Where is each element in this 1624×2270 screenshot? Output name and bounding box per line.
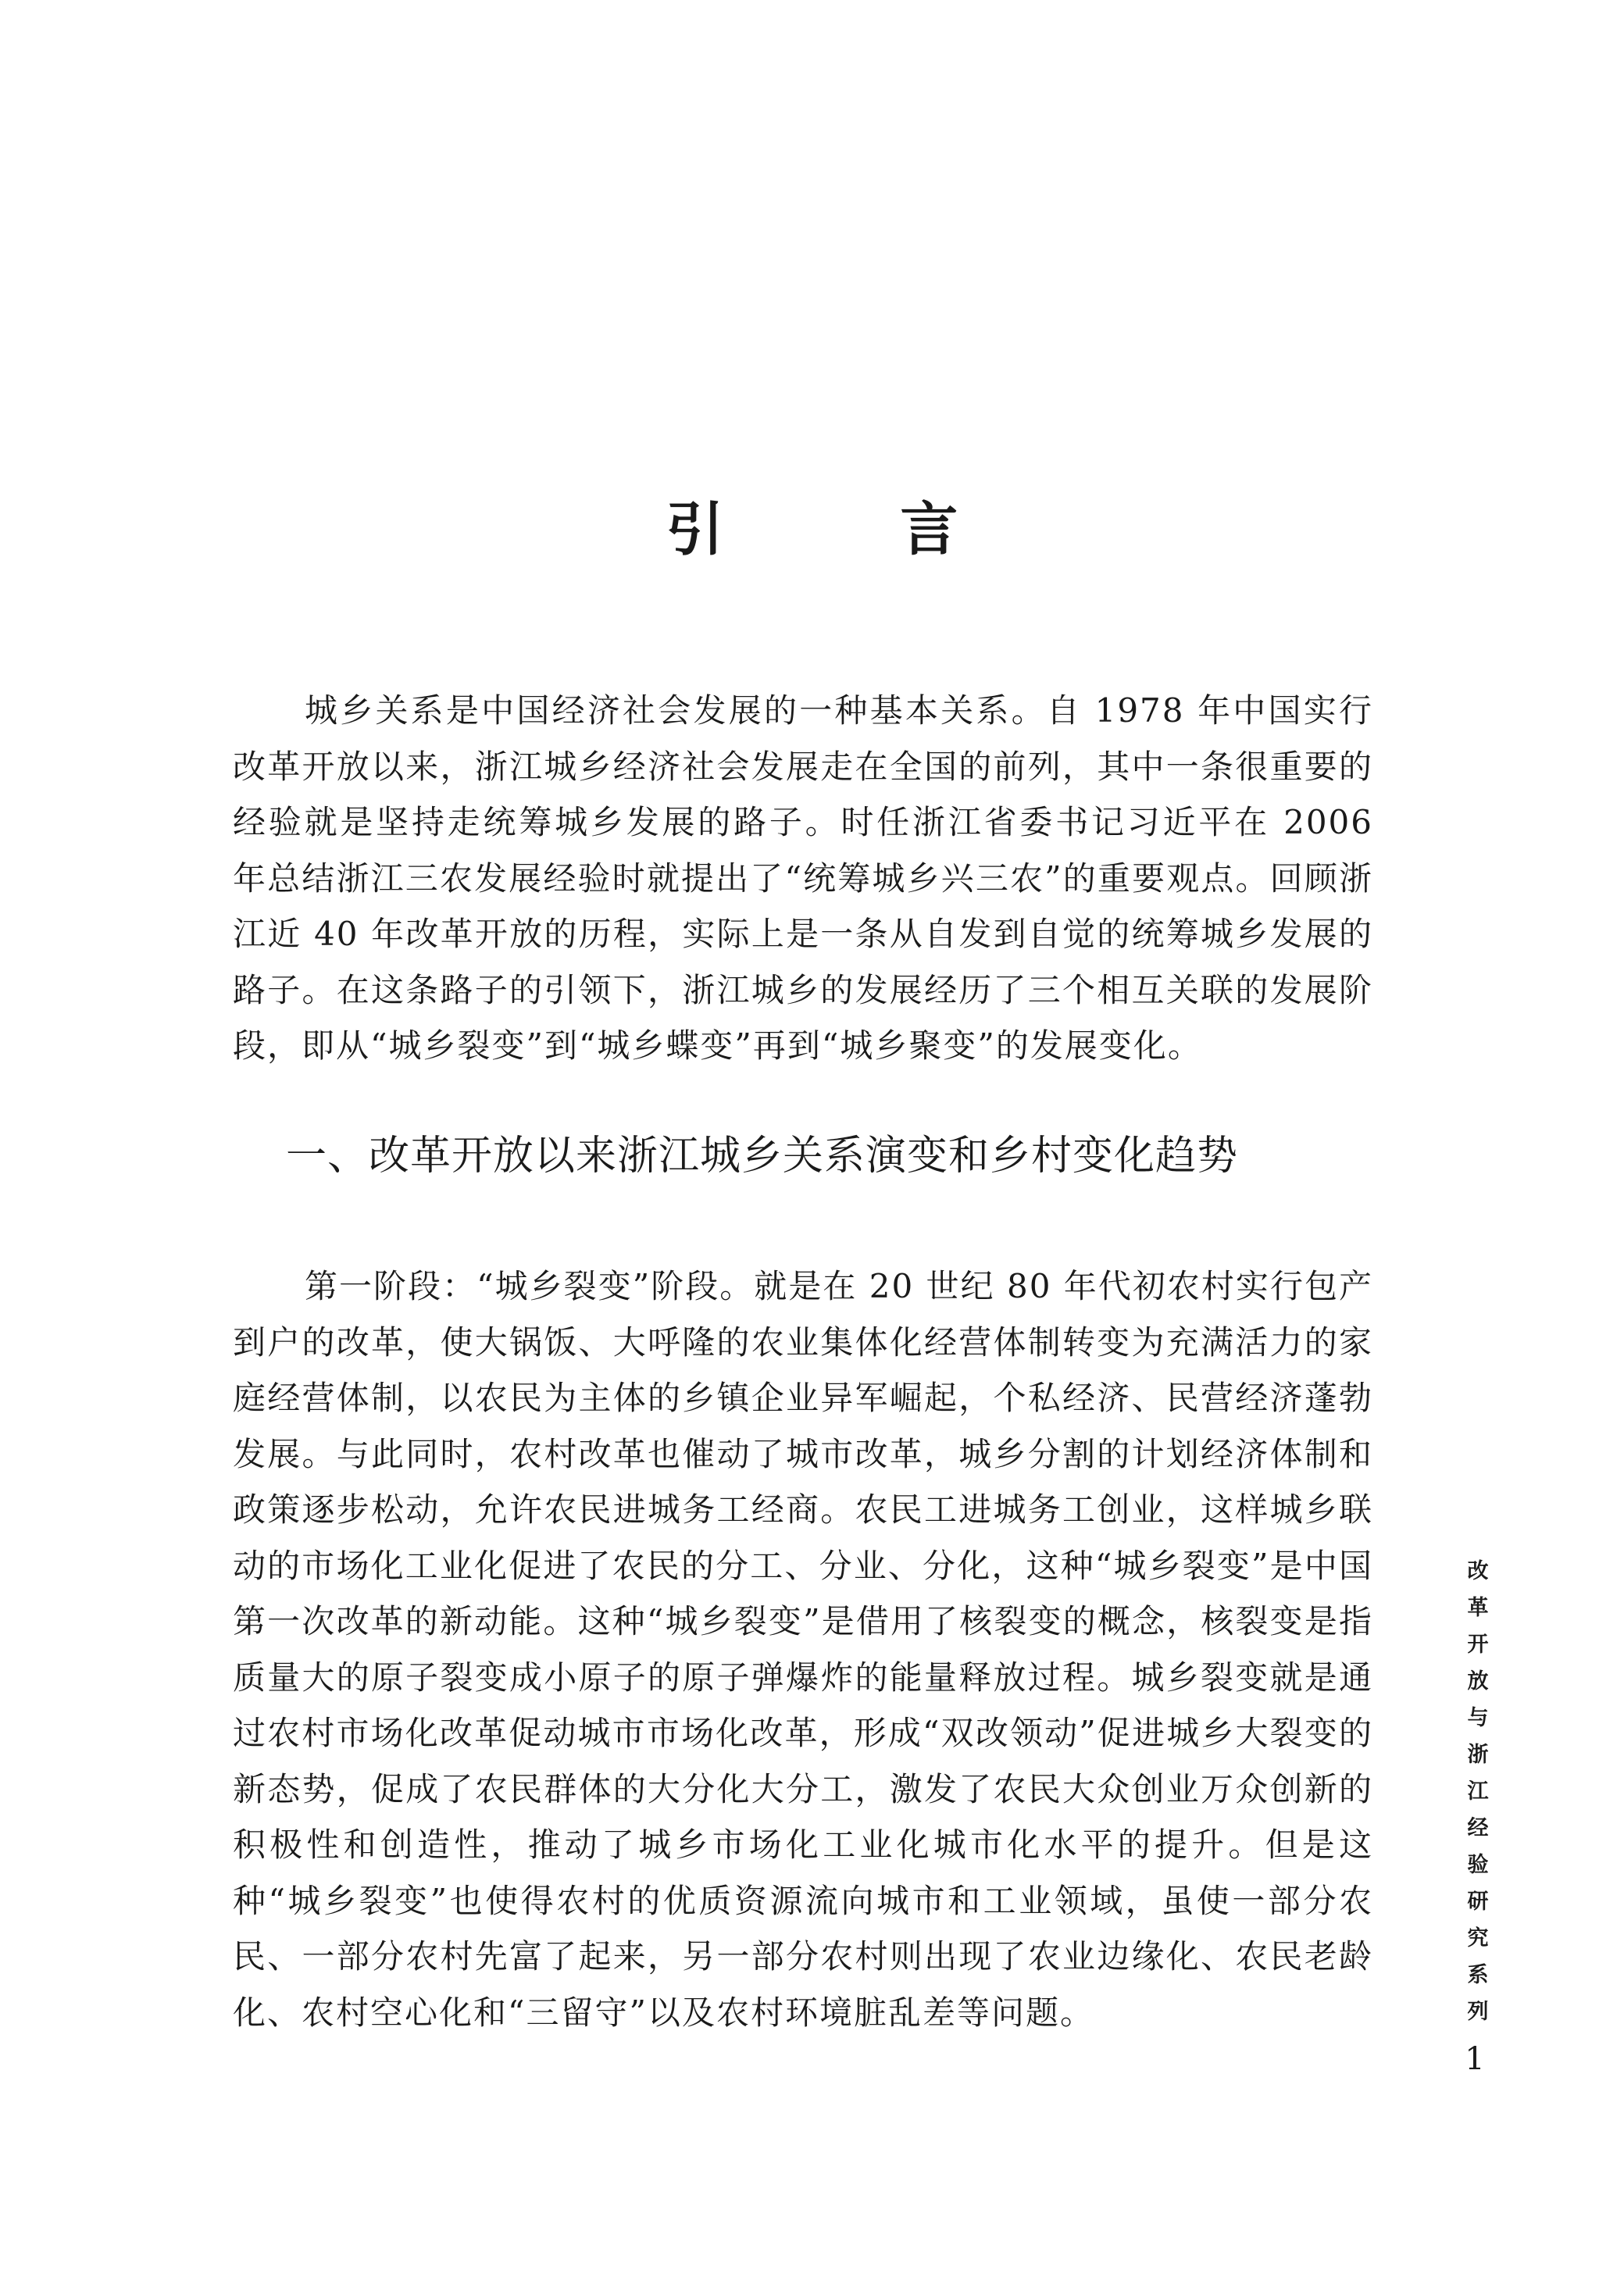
body-paragraph: 第一阶段：“城乡裂变”阶段。就是在 20 世纪 80 年代初农村实行包产到户的改革，使大锅饭、大呼隆的农业集体化经营体制转变为充满活力的家庭经营体制，以农民为主体的乡镇企业异军崛起，个私经济、民营经济蓬勃发展。与此同时，农村改革也催动了城市改革，城乡分割的计划经济体制和政策逐步松动，允许农民进城务工经商。农民工进城务工创业，这样城乡联动的市场化工业化促进了农民的分工、分业、分化，这种“城乡裂变”是中国第一次改革的新动能。这种“城乡裂变”是借用了核裂变的概念，核裂变是指质量大的原子裂变成小原子的原子弹爆炸的能量释放过程。城乡裂变就是通过农村市场化改革促动城市市场化改革，形成“双改领动”促进城乡大裂变的新态势，促成了农民群体的大分化大分工，激发了农民大众创业万众创新的积极性和创造性，推动了城乡市场化工业化城市化水平的提升。但是这种“城乡裂变”也使得农村的优质资源流向城市和工业领域，虽使一部分农民、一部分农村先富了起来，另一部分农村则出现了农业边缘化、农民老龄化、农村空心化和“三留守”以及农村环境脏乱差等问题。 bbox=[233, 1267, 1373, 2032]
intro-paragraph: 城乡关系是中国经济社会发展的一种基本关系。自 1978 年中国实行改革开放以来，浙江城乡经济社会发展走在全国的前列，其中一条很重要的经验就是坚持走统筹城乡发展的路子。时任浙江省委书记习近平在 2006 年总结浙江三农发展经验时就提出了“统筹城乡兴三农”的重要观点。回顾浙江近 40 年改革开放的历程，实际上是一条从自发到自觉的统筹城乡发展的路子。在这条路子的引领下，浙江城乡的发展经历了三个相互关联的发展阶段，即从“城乡裂变”到“城乡蝶变”再到“城乡聚变”的发展变化。 bbox=[233, 691, 1373, 1065]
section-heading: 一、改革开放以来浙江城乡关系演变和乡村变化趋势 bbox=[286, 1133, 1239, 1180]
series-side-label: 改革开放与浙江经验研究系列 bbox=[1467, 1559, 1489, 2024]
page-number: 1 bbox=[1465, 2041, 1485, 2077]
page-title: 引 言 bbox=[666, 496, 1037, 563]
